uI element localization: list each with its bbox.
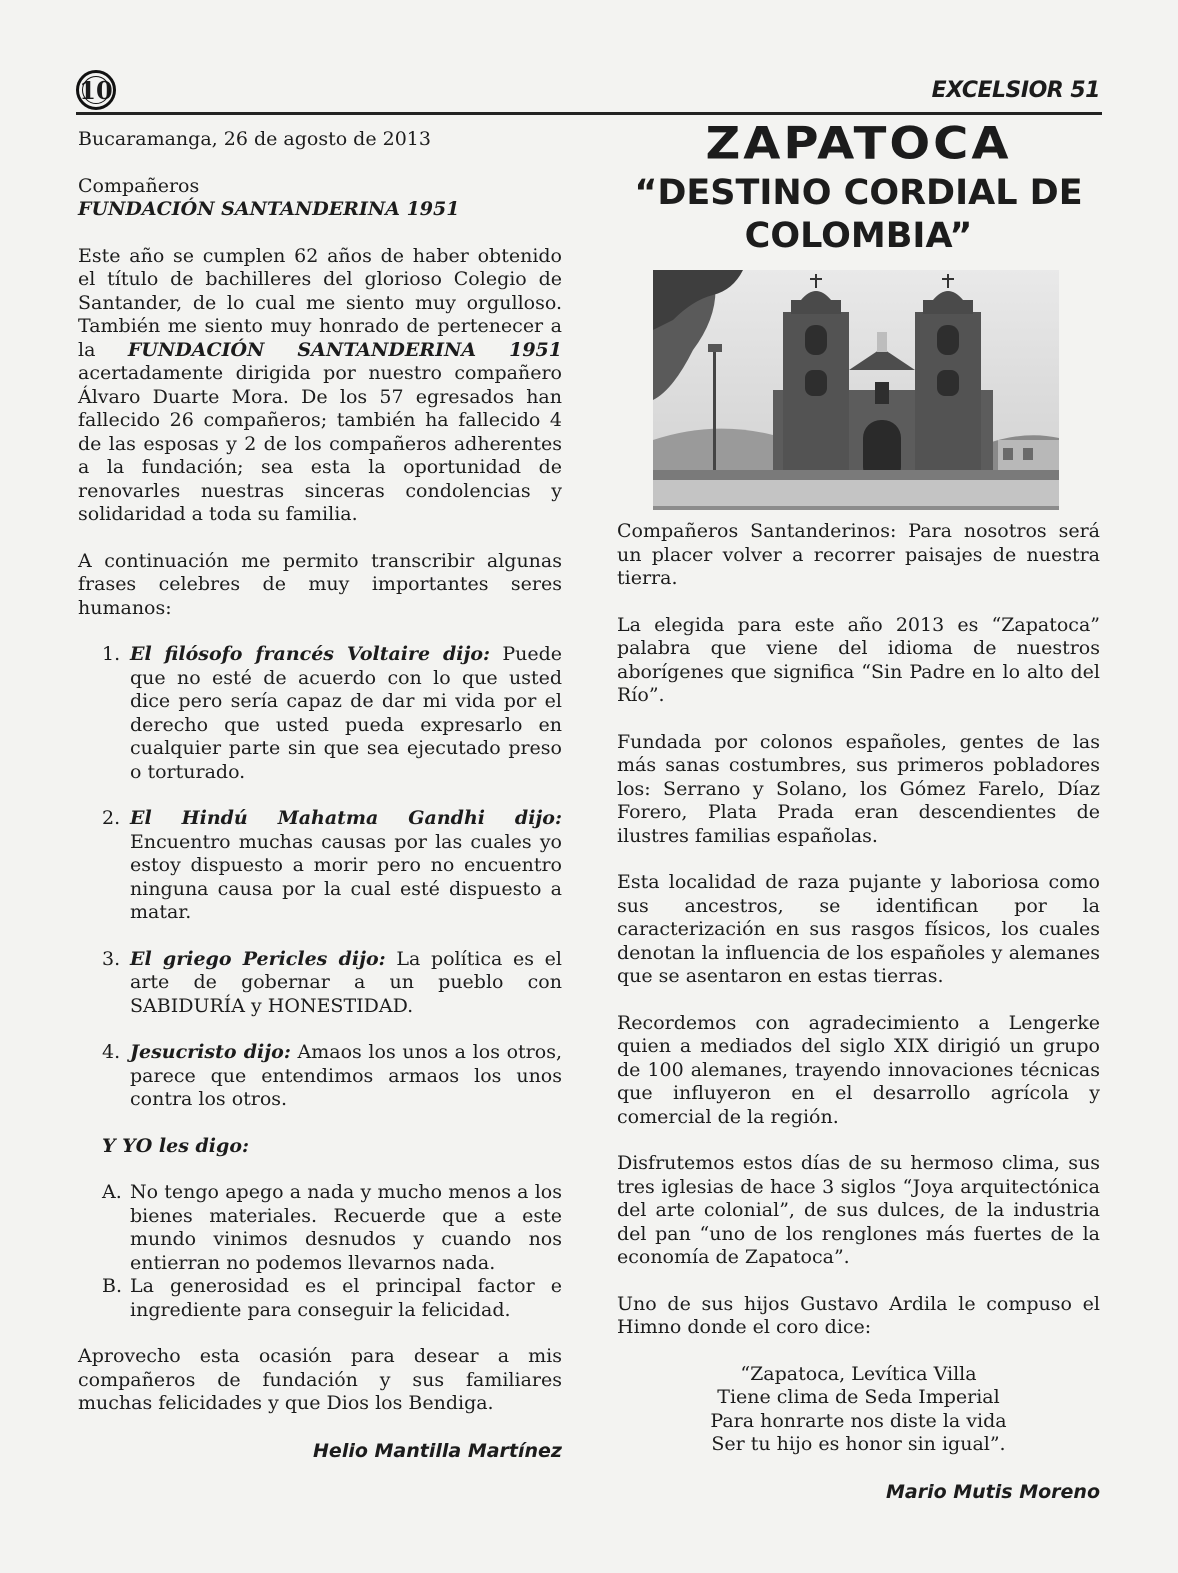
letter-column [78,128,562,1463]
church-photo [653,270,1059,510]
list-marker: 4. [102,1041,121,1063]
list-marker: B. [102,1275,123,1297]
page-number [76,70,116,110]
list-item [78,948,562,1019]
closing-paragraph: Aprovecho esta ocasión para desear a mis compañeros de fundación y sus familiares muchas felicidades y que Dios los Bendiga. [78,1345,562,1414]
quote-text: La política es el arte de gobernar a un pueblo con SABIDURÍA y HONESTIDAD. [130,947,562,1017]
article-paragraph: Compañeros Santanderinos: Para nosotros será un placer volver a recorrer paisajes de nuestra tierra. [617,520,1100,589]
article-column [617,118,1100,1504]
magazine-name: EXCELSIOR 51 [931,78,1100,103]
quote-author: El Hindú Mahatma Gandhi dijo: [130,807,562,829]
list-marker: 3. [102,947,121,970]
organization-name: FUNDACIÓN SANTANDERINA 1951 [78,198,460,220]
article-subtitle: “DESTINO CORDIAL DE COLOMBIA” [634,173,1083,256]
quote-line: “Zapatoca, Levítica Villa [740,1362,977,1385]
quotes-list [78,643,562,1112]
quote-author: El griego Pericles dijo: [130,947,386,970]
intro-text-c: acertadamente dirigida por nuestro compañero Álvaro Duarte Mora. De los 57 egresados han fallecido 26 compañeros; también ha fallecido 4 de las esposas y 2 de los compañeros adherentes a la fundación; sea esta la oportunidad de renovarles nuestras sinceras condolencias y solidaridad a toda su familia. [78,362,562,525]
quote-line: Tiene clima de Seda Imperial [717,1386,1000,1408]
intro-text-org: FUNDACIÓN SANTANDERINA 1951 [127,338,562,361]
list-item [78,807,562,925]
list-marker: 1. [102,643,121,665]
saying-text: No tengo apego a nada y mucho menos a los bienes materiales. Recuerde que a este mundo vinimos desnudos y cuando nos entierran no podemos llevarnos nada. [130,1181,562,1274]
article-paragraph: Uno de sus hijos Gustavo Ardila le compuso el Himno donde el coro dice: [617,1292,1100,1338]
quote-line: Ser tu hijo es honor sin igual”. [711,1433,1006,1455]
quote-text: Amaos los unos a los otros, parece que entendimos armaos los unos contra los otros. [130,1041,562,1110]
article-paragraph: Esta localidad de raza pujante y laboriosa como sus ancestros, se identifican por la caracterización en sus rasgos físicos, los cuales denotan la influencia de los españoles y alemanes que se asentaron en estas tierras. [617,871,1100,987]
list-item [78,643,562,784]
place-date: Bucaramanga, 26 de agosto de 2013 [78,128,431,150]
list-item [78,1275,562,1322]
quote-author: El filósofo francés Voltaire dijo: [130,643,491,665]
intro-paragraph [78,245,562,527]
article-title: ZAPATOCA [705,118,1012,170]
greeting: Compañeros [78,174,200,197]
anthem-quote [617,1363,1100,1457]
quote-line: Para honrarte nos diste la vida [710,1409,1007,1432]
list-item [78,1041,562,1112]
saying-text: La generosidad es el principal factor e ingrediente para conseguir la felicidad. [130,1275,562,1321]
article-paragraph: Fundada por colonos españoles, gentes de las más sanas costumbres, sus primeros pobladores los: Serrano y Solano, los Gómez Farelo, Díaz Forero, Plata Prada eran descendientes de ilustres familias españolas. [617,730,1100,847]
signature-left: Helio Mantilla Martínez [313,1439,562,1462]
intro-text-a: Este año se cumplen 62 años de haber obtenido el título de bachilleres del glorioso Colegio de Santander, de lo cual me siento muy orgulloso. También me siento muy honrado de pertenecer a la [78,244,562,361]
quote-text: Encuentro muchas causas por las cuales yo estoy dispuesto a morir pero no encuentro ninguna causa por la cual esté dispuesto a matar. [130,830,562,923]
sayings-list [78,1181,562,1322]
list-marker: A. [102,1181,122,1203]
church-photo-image [653,270,1059,510]
quote-text: Puede que no esté de acuerdo con lo que usted dice pero sería capaz de dar mi vida por el derecho que usted pueda expresarlo en cualquier parte sin que sea ejecutado preso o torturado. [130,643,562,783]
quotes-intro: A continuación me permito transcribir algunas frases celebres de muy importantes seres humanos: [78,549,562,619]
article-paragraph: Disfrutemos estos días de su hermoso clima, sus tres iglesias de hace 3 siglos “Joya arquitectónica del arte colonial”, de sus dulces, de la industria del pan “uno de los renglones más fuertes de la economía de Zapatoca”. [617,1152,1100,1268]
signature-right: Mario Mutis Moreno [885,1480,1100,1503]
quote-author: Jesucristo dijo: [130,1041,291,1063]
page-number-text: 10 [79,75,113,105]
article-paragraph: La elegida para este año 2013 es “Zapatoca” palabra que viene del idioma de nuestros aborígenes que significa “Sin Padre en lo alto del Río”. [617,613,1100,706]
list-item [78,1181,562,1275]
article-paragraph: Recordemos con agradecimiento a Lengerke quien a mediados del siglo XIX dirigió un grupo de 100 alemanes, trayendo innovaciones técnicas que influyeron en el desarrollo agrícola y comercial de la región. [617,1011,1100,1128]
header-rule [76,112,1102,115]
list-marker: 2. [102,807,121,829]
yo-heading: Y YO les digo: [102,1134,249,1157]
